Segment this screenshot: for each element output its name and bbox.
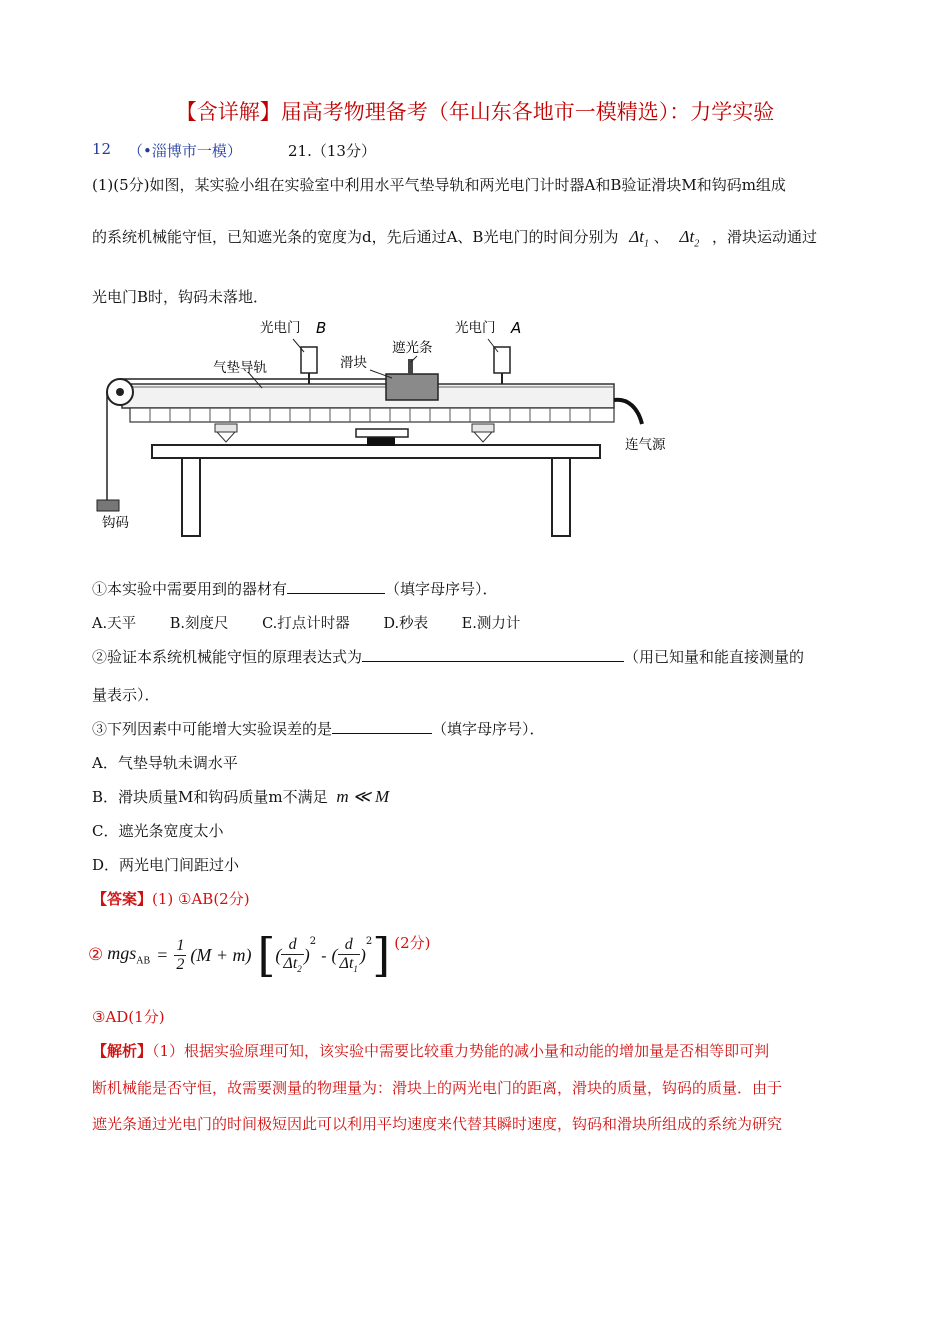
table-top <box>152 445 600 458</box>
gate-a-letter: A <box>511 319 522 337</box>
strip-label: 遮光条 <box>392 340 433 356</box>
q3-hint: （填字母序号）． <box>432 720 545 738</box>
q3-option-d: D．两光电门间距过小 <box>92 856 240 874</box>
hook-weight-label: 钩码 <box>102 515 129 531</box>
q1-answer-blank <box>287 578 385 594</box>
formula-lhs-text: mgs <box>107 943 137 964</box>
formula-dt2-sub: 2 <box>297 964 302 975</box>
dt1-symbol <box>629 227 649 250</box>
q3-line <box>92 718 545 739</box>
center-support-top <box>356 429 408 437</box>
q3-condition: m ≪ M <box>336 787 390 806</box>
formula-left-bracket: [ <box>257 928 276 982</box>
formula-half-num: 1 <box>176 936 185 954</box>
formula-dt2 <box>281 955 303 974</box>
dt2-text: Δt <box>679 227 695 246</box>
q1-text: ①本实验中需要用到的器材有 <box>92 580 288 598</box>
q3-option-b <box>92 786 389 807</box>
analysis-line-3: 遮光条通过光电门的时间极短因此可以利用平均速度来代替其瞬时速度，钩码和滑块所组成的系统为研究 <box>92 1115 783 1133</box>
dt2-symbol <box>679 227 700 250</box>
answer-line-1 <box>92 888 250 909</box>
answer-label: 【答案】 <box>92 890 153 908</box>
problem-number: 21.（13分） <box>288 142 376 160</box>
analysis-line-2: 断机械能是否守恒，故需要测量的物理量为：滑块上的两光电门的距离，滑块的质量，钩码的质量．由于 <box>92 1079 783 1097</box>
intro-line-3: 光电门B时，钩码未落地． <box>92 288 269 306</box>
formula-half-den: 2 <box>176 955 185 973</box>
intro-line-2-suffix: ，滑块运动通过 <box>712 228 818 246</box>
formula-right-bracket: ] <box>372 928 391 982</box>
air-source-label: 连气源 <box>625 437 666 453</box>
track-scale <box>130 408 614 422</box>
formula-d-2: d <box>338 936 360 955</box>
adjust-foot-right <box>472 424 494 442</box>
slider-block <box>386 374 438 400</box>
q1-line <box>92 578 498 599</box>
dt1-text: Δt <box>629 227 644 246</box>
table-leg-right <box>552 458 570 536</box>
table-leg-left <box>182 458 200 536</box>
gate-b-letter: B <box>316 319 327 337</box>
formula-lhs <box>107 943 150 967</box>
answer-circ-2: ② <box>88 945 104 965</box>
gate-b-label: 光电门 <box>260 320 301 336</box>
gate-a-label: 光电门 <box>455 320 496 336</box>
formula-half <box>174 937 186 974</box>
answer-formula-row <box>88 924 430 986</box>
answer-score-2: (2分) <box>394 934 431 952</box>
air-track-top <box>122 384 614 408</box>
q2-line-2: 量表示）． <box>92 686 160 704</box>
q1-hint: （填字母序号）． <box>385 580 498 598</box>
formula-minus: - <box>321 945 327 965</box>
formula-dt1 <box>338 955 360 974</box>
formula-d-1: d <box>281 936 303 955</box>
formula-mass: (M + m) <box>190 944 252 965</box>
answer-part-1: (1) ①AB(2分) <box>152 890 250 908</box>
q3-answer-blank <box>332 718 432 734</box>
q2-line <box>92 646 804 667</box>
formula-dt2-text: Δt <box>283 954 298 972</box>
answer-part-3: ③AD(1分) <box>92 1008 165 1026</box>
formula-frac-dt2 <box>281 936 303 974</box>
dt2-sub: 2 <box>694 238 700 250</box>
intro-line-2-prefix: 的系统机械能守恒，已知遮光条的宽度为d，先后通过A、B光电门的时间分别为 <box>92 228 619 246</box>
dt-separator: 、 <box>653 228 669 246</box>
formula-dt1-text: Δt <box>339 954 354 972</box>
formula-square-2: 2 <box>365 936 373 947</box>
analysis-label: 【解析】 <box>92 1042 153 1060</box>
formula-lhs-sub: AB <box>136 955 151 967</box>
q3-option-c: C．遮光条宽度太小 <box>92 822 224 840</box>
q3-option-b-text: B．滑块质量M和钩码质量m不满足 <box>92 788 328 806</box>
q3-option-a: A．气垫导轨未调水平 <box>92 754 238 772</box>
page-title: 【含详解】届高考物理备考（年山东各地市一模精选）：力学实验 <box>175 100 775 124</box>
air-hose <box>614 400 642 424</box>
air-track-diagram <box>90 312 690 537</box>
analysis-line-1-text: （1）根据实验原理可知，该实验中需要比较重力势能的减小量和动能的增加量是否相等即可判 <box>152 1042 770 1060</box>
adjust-foot-left <box>215 424 237 442</box>
track-label: 气垫导轨 <box>213 360 267 376</box>
formula-open-paren-2: ( <box>331 944 338 965</box>
formula-dt1-sub: 1 <box>353 964 358 975</box>
formula-open-paren-1: ( <box>275 944 282 965</box>
q3-text: ③下列因素中可能增大实验误差的是 <box>92 720 333 738</box>
question-source: （•淄博市一模） <box>128 142 242 160</box>
formula-close-paren-1: ) <box>303 944 310 965</box>
q2-hint: （用已知量和能直接测量的 <box>624 648 805 666</box>
formula-frac-dt1 <box>338 936 360 974</box>
q2-text: ②验证本系统机械能守恒的原理表达式为 <box>92 648 363 666</box>
formula-equals: = <box>156 944 169 965</box>
hook-weight-block <box>97 500 119 511</box>
question-number: 12 <box>92 140 112 158</box>
gate-a-box <box>494 347 510 373</box>
slider-label: 滑块 <box>340 355 367 371</box>
intro-line-1: (1)(5分)如图，某实验小组在实验室中利用水平气垫导轨和两光电门计时器A和B验证滑块M和钩码m组成 <box>92 176 786 194</box>
formula-square-1: 2 <box>309 936 317 947</box>
dt1-sub: 1 <box>643 238 649 250</box>
q2-answer-blank <box>362 646 624 662</box>
formula-close-paren-2: ) <box>359 944 366 965</box>
q1-options: A.天平 B.刻度尺 C.打点计时器 D.秒表 E.测力计 <box>92 616 521 632</box>
analysis-line-1 <box>92 1040 769 1061</box>
intro-line-2 <box>92 226 817 249</box>
